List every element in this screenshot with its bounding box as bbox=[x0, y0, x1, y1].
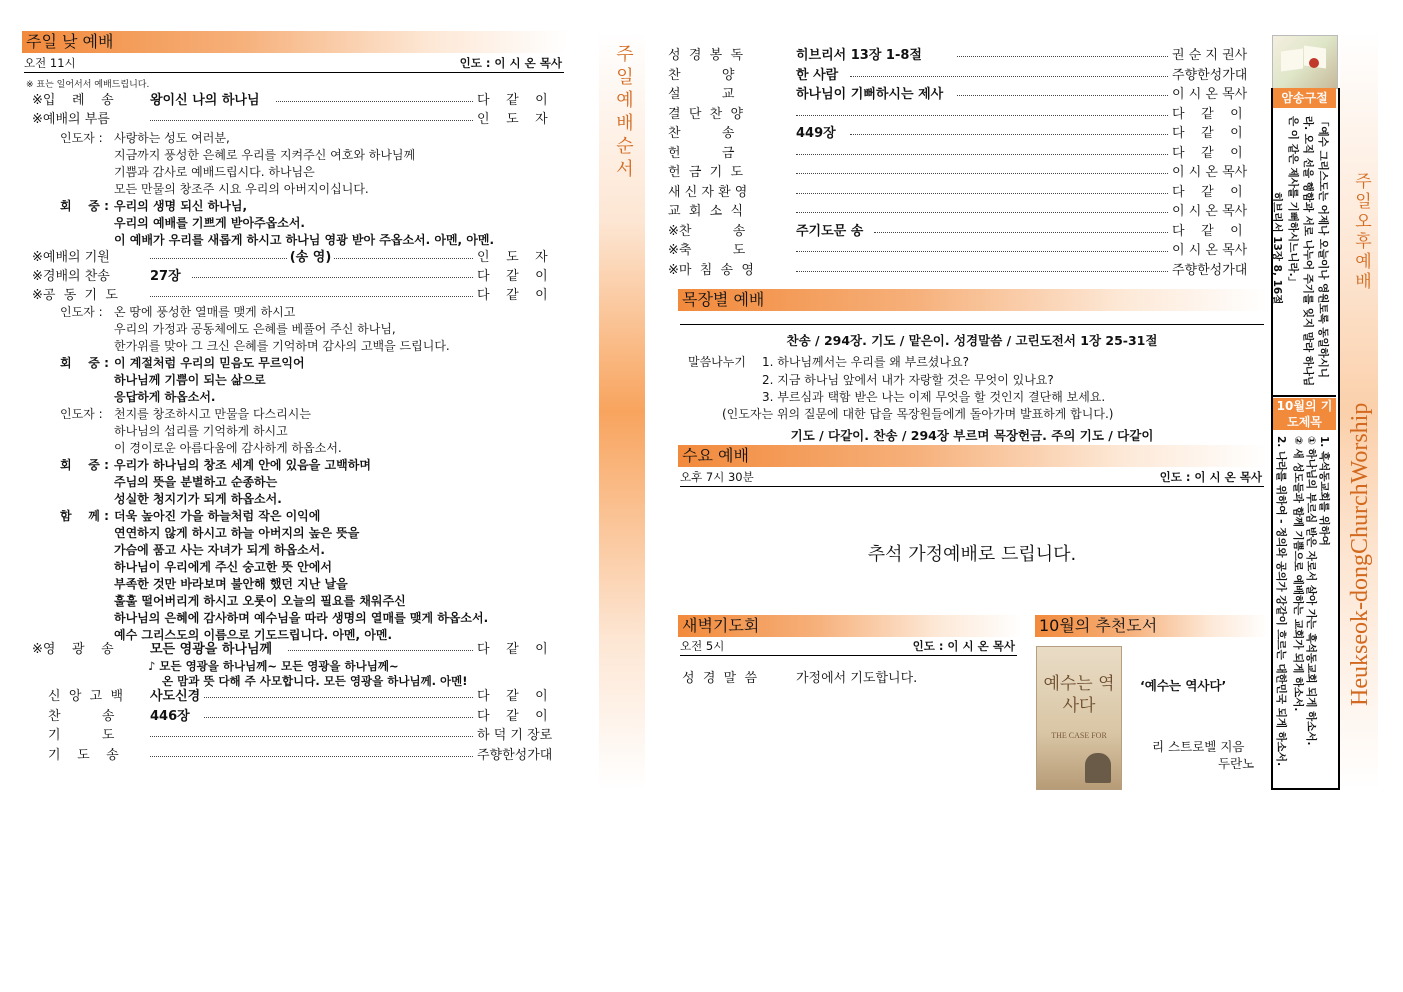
order-who: 다 같 이 bbox=[477, 288, 548, 303]
order-label: 헌 금 bbox=[668, 145, 735, 161]
main-order-row bbox=[668, 46, 1263, 65]
district-header: 목장별 예배 bbox=[678, 289, 1268, 311]
order-label: ※축 도 bbox=[668, 243, 746, 258]
dawn-label: 성 경 말 씀 bbox=[682, 671, 758, 686]
sunday-order-row bbox=[48, 726, 578, 745]
glory-line: 온 맘과 뜻 다해 주 사모합니다. 모든 영광을 하나님께. 아멘! bbox=[162, 674, 468, 688]
line-text: 훌훌 떨어버리게 하시고 오롯이 오늘의 필요를 채워주신 bbox=[114, 594, 406, 608]
main-order-row bbox=[668, 241, 1263, 260]
order-title-text: 모든 영광을 하나님께 bbox=[150, 642, 273, 657]
order-title-text: (송 영) bbox=[289, 250, 332, 265]
order-who: 다 같 이 bbox=[1172, 223, 1243, 239]
dawn-time: 오전 5시 bbox=[680, 639, 725, 653]
leader-dots bbox=[796, 251, 1168, 252]
line-text: 지금까지 풍성한 은혜로 우리를 지켜주신 여호와 하나님께 bbox=[114, 148, 416, 162]
order-who: 이 시 온 목사 bbox=[1172, 165, 1248, 180]
order-who: 주향한성가대 bbox=[1172, 67, 1248, 83]
leader-dots bbox=[850, 76, 1168, 77]
order-label: 찬 송 bbox=[668, 126, 735, 141]
order-title-text: 한 사람 bbox=[796, 67, 839, 83]
order-label: 신 앙 고 백 bbox=[48, 689, 124, 704]
order-who: 다 같 이 bbox=[1172, 184, 1243, 200]
bible-page-left bbox=[1281, 48, 1303, 71]
line-text: 하나님의 은혜에 감사하며 예수님을 따라 생명의 열매를 맺게 하옵소서. bbox=[114, 611, 489, 625]
order-label: ※예배의 부름 bbox=[32, 112, 110, 127]
order-who: 이 시 온 목사 bbox=[1172, 243, 1248, 258]
line-text: 천지를 창조하시고 만물을 다스리시는 bbox=[114, 407, 311, 421]
line-text: 연연하지 않게 하시고 하늘 아버지의 높은 뜻을 bbox=[114, 526, 360, 540]
order-label: 찬 양 bbox=[668, 67, 735, 83]
wednesday-leader: 인도 : 이 시 온 목사 bbox=[1159, 470, 1262, 484]
line-text: 예수 그리스도의 이름으로 기도드립니다. 아멘, 아멘. bbox=[114, 628, 392, 642]
leader-dots bbox=[288, 650, 473, 651]
line-text: 더욱 높아진 가을 하늘처럼 작은 이익에 bbox=[114, 509, 321, 523]
prayer-2: 2. 나라를 위하여 - 정의와 공의가 강같이 흐르는 대한민국 되게 하소서. bbox=[1275, 436, 1287, 767]
order-who: 하 덕 기 장로 bbox=[477, 728, 553, 743]
district-q-label: 말씀나누기 bbox=[688, 355, 746, 369]
dawn-header: 새벽기도회 bbox=[678, 615, 1022, 637]
dawn-leader: 인도 : 이 시 온 목사 bbox=[912, 639, 1015, 653]
line-text: 모든 만물의 창조주 시요 우리의 아버지이십니다. bbox=[114, 182, 369, 196]
district-top: 찬송 / 294장. 기도 / 맡은이. 성경말씀 / 고린도전서 1장 25-31절 bbox=[786, 333, 1158, 348]
leader-dots bbox=[150, 120, 473, 121]
prayer-header-rule bbox=[1273, 395, 1336, 397]
sunday-leader: 인도 : 이 시 온 목사 bbox=[459, 56, 562, 70]
main-order-row bbox=[668, 85, 1263, 104]
line-text: 이 계절처럼 우리의 믿음도 무르익어 bbox=[114, 356, 305, 370]
wednesday-time: 오후 7시 30분 bbox=[680, 470, 754, 484]
order-who: 이 시 온 목사 bbox=[1172, 87, 1248, 102]
order-label: ※공 동 기 도 bbox=[32, 288, 118, 303]
sunday-header: 주일 낮 예배 bbox=[22, 31, 568, 53]
district-q3: 3. 부르심과 택함 받은 나는 이제 무엇을 할 것인지 결단해 보세요. bbox=[762, 390, 1106, 404]
line-text: 하나님께 기쁨이 되는 삶으로 bbox=[114, 373, 266, 387]
order-who: 주향한성가대 bbox=[477, 747, 553, 763]
order-who: 다 같 이 bbox=[477, 708, 548, 724]
order-label: ※영 광 송 bbox=[32, 642, 114, 657]
speaker: 회 중 : bbox=[60, 199, 109, 213]
district-q1: 1. 하나님께서는 우리를 왜 부르셨나요? bbox=[762, 355, 969, 369]
memory-text: 「예수 그리스도는 어제나 오늘이나 영원토록 동일하시니라. 오직 선을 행함과 서로 나누어 주기를 잊지 말라 하나님은 이 같은 제사를 기뻐하시느니라.」 bbox=[1287, 116, 1329, 387]
sunday-order-row bbox=[32, 110, 562, 129]
brand-text: Heukseok-dongChurchWorship bbox=[1347, 402, 1373, 706]
main-order-row bbox=[668, 183, 1263, 202]
order-title-text: 주기도문 송 bbox=[796, 223, 864, 239]
line-text: 우리가 하나님의 창조 세계 안에 있음을 고백하며 bbox=[114, 458, 371, 472]
leader-dots bbox=[796, 173, 1168, 174]
book-cover bbox=[1036, 646, 1122, 790]
leader-dots bbox=[276, 101, 473, 102]
speaker: 인도자 : bbox=[60, 305, 103, 319]
district-bottom: 기도 / 다같이. 찬송 / 294장 부르며 목장헌금. 주의 기도 / 다같이 bbox=[790, 428, 1154, 443]
order-label: 결 단 찬 양 bbox=[668, 106, 744, 122]
order-label: 설 교 bbox=[668, 87, 735, 102]
order-who: 다 같 이 bbox=[477, 93, 548, 108]
order-who: 다 같 이 bbox=[477, 269, 548, 284]
order-label: 기 도 송 bbox=[48, 747, 119, 763]
leader-dots bbox=[796, 193, 1168, 194]
main-order-row bbox=[668, 163, 1263, 182]
line-text: 우리의 가정과 공동체에도 은혜를 베풀어 주신 하나님, bbox=[114, 322, 396, 336]
afternoon-title: 주일오후예배 bbox=[1351, 172, 1371, 292]
wednesday-header: 수요 예배 bbox=[678, 445, 1268, 467]
main-order-row bbox=[668, 202, 1263, 221]
prayer-1a: ① 하나님의 부르심 받은 자로서 살아 가는 흑석동교회 되게 하소서. bbox=[1305, 436, 1317, 746]
leader-dots bbox=[204, 717, 473, 718]
district-q2: 2. 지금 하나님 앞에서 내가 자랑할 것은 무엇이 있나요? bbox=[762, 373, 1054, 387]
order-title-text: 27장 bbox=[150, 269, 181, 284]
sunday-order-row bbox=[48, 687, 578, 706]
sunday-subrow bbox=[24, 55, 564, 73]
rose-icon bbox=[1309, 58, 1319, 68]
book-author: 리 스트로벨 지음 bbox=[1152, 739, 1245, 754]
order-who: 인 도 자 bbox=[477, 250, 548, 265]
glory-line: ♪ 모든 영광을 하나님께~ 모든 영광을 하나님께~ bbox=[148, 659, 399, 673]
speaker: 인도자 : bbox=[60, 131, 103, 145]
main-order-row bbox=[668, 105, 1263, 124]
leader-dots bbox=[874, 232, 1168, 233]
order-title-text: 왕이신 나의 하나님 bbox=[150, 93, 260, 108]
main-order-row bbox=[668, 144, 1263, 163]
main-order-row bbox=[668, 261, 1263, 280]
book-author-photo bbox=[1085, 753, 1111, 783]
sunday-order-row bbox=[48, 707, 578, 726]
book-title: ‘예수는 역사다’ bbox=[1140, 678, 1227, 693]
line-text: 사랑하는 성도 여러분, bbox=[114, 131, 230, 145]
order-who: 주향한성가대 bbox=[1172, 262, 1248, 278]
order-label: ※경배의 찬송 bbox=[32, 269, 110, 284]
line-text: 하나님이 우리에게 주신 숭고한 뜻 안에서 bbox=[114, 560, 332, 574]
main-order-row bbox=[668, 66, 1263, 85]
dawn-subrow bbox=[680, 638, 1017, 656]
leader-dots bbox=[796, 212, 1168, 213]
leader-dots bbox=[957, 95, 1168, 96]
line-text: 우리의 예배를 기쁘게 받아주옵소서. bbox=[114, 216, 305, 230]
order-who: 권 순 지 권사 bbox=[1172, 48, 1248, 63]
books-header: 10월의 추천도서 bbox=[1035, 615, 1268, 637]
book-cover-title: 예수는 역사다 bbox=[1043, 674, 1115, 716]
bible-image bbox=[1272, 35, 1338, 89]
order-who: 다 같 이 bbox=[477, 689, 548, 704]
order-who: 다 같 이 bbox=[1172, 106, 1243, 122]
prayer-header: 10월의 기도제목 bbox=[1273, 398, 1336, 430]
district-note: (인도자는 위의 질문에 대한 답을 목장원들에게 돌아가며 발표하게 합니다.) bbox=[722, 407, 1114, 421]
leader-dots bbox=[796, 154, 1168, 155]
order-label: 헌 금 기 도 bbox=[668, 165, 744, 180]
line-text: 온 땅에 풍성한 열매를 맺게 하시고 bbox=[114, 305, 296, 319]
leader-dots bbox=[850, 134, 1168, 135]
leader-dots bbox=[796, 115, 1168, 116]
standing-note: ※ 표는 일어서서 예배드립니다. bbox=[26, 80, 150, 90]
prayer-1b: ② 새 성도들과 함께 기쁨으로 예배하는 교회가 되게 하소서. bbox=[1292, 436, 1304, 712]
order-label: 새 신 자 환 영 bbox=[668, 184, 748, 200]
order-label: 성 경 봉 독 bbox=[668, 48, 744, 63]
order-label: ※마 침 송 영 bbox=[668, 262, 754, 278]
sunday-order-row bbox=[32, 248, 562, 267]
order-who: 다 같 이 bbox=[1172, 145, 1243, 161]
line-text: 주님의 뜻을 분별하고 순종하는 bbox=[114, 475, 278, 489]
memory-header: 암송구절 bbox=[1273, 88, 1336, 108]
line-text: 우리의 생명 되신 하나님, bbox=[114, 199, 248, 213]
leader-dots bbox=[796, 271, 1168, 272]
leader-dots bbox=[192, 277, 473, 278]
order-label: 찬 송 bbox=[48, 708, 115, 724]
memory-ref: 히브리서 13장 8, 16절 bbox=[1271, 192, 1283, 305]
order-label: 기 도 bbox=[48, 728, 115, 743]
leader-dots bbox=[150, 736, 473, 737]
book-cover-en: THE CASE FOR bbox=[1051, 731, 1107, 740]
leader-dots bbox=[150, 756, 473, 757]
sunday-order-row bbox=[32, 267, 562, 286]
glory-row bbox=[32, 640, 562, 659]
line-text: 하나님의 섭리를 기억하게 하시고 bbox=[114, 424, 288, 438]
line-text: 성실한 청지기가 되게 하옵소서. bbox=[114, 492, 282, 506]
wednesday-subrow bbox=[680, 469, 1264, 487]
order-title: 주일예배순서 bbox=[613, 44, 634, 182]
book-publisher: 두란노 bbox=[1218, 756, 1255, 771]
speaker: 인도자 : bbox=[60, 407, 103, 421]
order-title-text: 히브리서 13장 1-8절 bbox=[796, 48, 922, 63]
sunday-order-row bbox=[32, 91, 562, 110]
sunday-order-row bbox=[48, 746, 578, 765]
line-text: 응답하게 하옵소서. bbox=[114, 390, 216, 404]
order-label: ※예배의 기원 bbox=[32, 250, 110, 265]
leader-dots bbox=[957, 56, 1168, 57]
speaker: 회 중 : bbox=[60, 356, 109, 370]
main-order-row bbox=[668, 124, 1263, 143]
prayer-1: 1. 흑석동교회를 위하여 bbox=[1318, 436, 1330, 546]
main-order-row bbox=[668, 222, 1263, 241]
speaker: 함 께 : bbox=[60, 509, 109, 523]
order-title-text: 사도신경 bbox=[150, 689, 201, 704]
line-text: 기쁨과 감사로 예배드립시다. 하나님은 bbox=[114, 165, 315, 179]
line-text: 한가위를 맞아 그 크신 은혜를 기억하며 감사의 고백을 드립니다. bbox=[114, 339, 450, 353]
line-text: 이 경이로운 아름다움에 감사하게 하옵소서. bbox=[114, 441, 342, 455]
order-label: ※입 례 송 bbox=[32, 93, 114, 108]
sunday-order-row bbox=[32, 286, 562, 305]
order-who: 다 같 이 bbox=[477, 642, 548, 657]
order-who: 다 같 이 bbox=[1172, 126, 1243, 141]
sunday-time: 오전 11시 bbox=[24, 56, 76, 70]
order-label: 교 회 소 식 bbox=[668, 204, 744, 219]
speaker: 회 중 : bbox=[60, 458, 109, 472]
line-text: 가슴에 품고 사는 자녀가 되게 하옵소서. bbox=[114, 543, 325, 557]
order-label: ※찬 송 bbox=[668, 223, 746, 239]
order-title-text: 449장 bbox=[796, 126, 836, 141]
line-text: 이 예배가 우리를 새롭게 하시고 하나님 영광 받아 주옵소서. 아멘, 아멘. bbox=[114, 233, 495, 247]
leader-dots bbox=[150, 296, 473, 297]
dawn-text: 가정에서 기도합니다. bbox=[796, 671, 918, 686]
line-text: 부족한 것만 바라보며 불안해 했던 지난 날을 bbox=[114, 577, 348, 591]
order-title-text: 446장 bbox=[150, 708, 190, 724]
order-who: 이 시 온 목사 bbox=[1172, 204, 1248, 219]
order-title-text: 하나님이 기뻐하시는 제사 bbox=[796, 87, 944, 102]
leader-dots bbox=[204, 697, 473, 698]
district-rule bbox=[680, 324, 1264, 325]
wednesday-message: 추석 가정예배로 드립니다. bbox=[867, 544, 1077, 565]
order-who: 인 도 자 bbox=[477, 112, 548, 127]
